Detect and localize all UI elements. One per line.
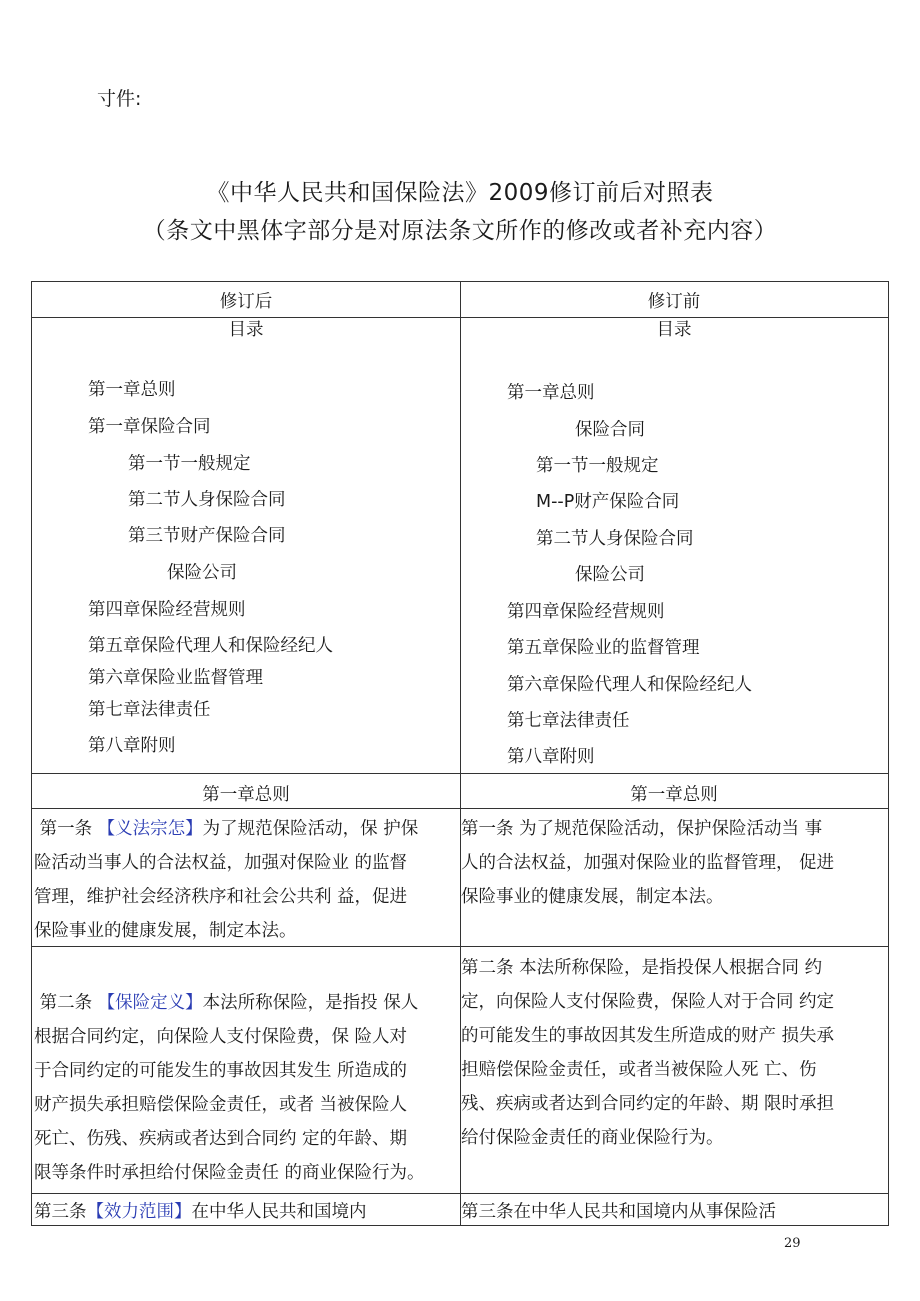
article-line: 保险事业的健康发展，制定本法。	[461, 887, 724, 907]
toc-item-after: 第一章保险合同	[88, 417, 211, 437]
article-tag: 【义法宗怎】	[97, 819, 203, 839]
article-line: 保险事业的健康发展，制定本法。	[34, 921, 297, 941]
article-line: 管理，维护社会经济秩序和社会公共利 益，促进	[34, 887, 408, 907]
toc-item-before: 保险合同	[575, 420, 645, 440]
article-text: 在中华人民共和国境内	[191, 1202, 367, 1222]
article-line: 死亡、伤残、疾病或者达到合同约 定的年龄、期	[34, 1129, 408, 1149]
toc-item-after: 第六章保险业监督管理	[88, 668, 263, 688]
article-line: 定，向保险人支付保险费，保险人对于合同 约定	[461, 992, 835, 1012]
row-divider	[32, 1193, 888, 1194]
row-divider	[32, 773, 888, 774]
article-label: 第三条	[34, 1202, 87, 1222]
article-line	[34, 1195, 464, 1229]
attachment-label: 寸件:	[97, 88, 142, 110]
article-line: 人的合法权益，加强对保险业的监督管理， 促进	[461, 853, 835, 873]
article-text: 本法所称保险，是指投 保人	[202, 993, 419, 1013]
article-line: 担赔偿保险金责任，或者当被保险人死 亡、伤	[461, 1060, 817, 1080]
page-number: 29	[784, 1236, 801, 1251]
toc-item-before: 第六章保险代理人和保险经纪人	[507, 675, 752, 695]
toc-item-before: 第四章保险经营规则	[507, 602, 665, 622]
article-line: 险活动当事人的合法权益，加强对保险业 的监督	[34, 853, 408, 873]
header-after: 修订后	[219, 292, 273, 312]
article-line: 财产损失承担赔偿保险金责任，或者 当被保险人	[34, 1095, 408, 1115]
toc-item-before: 第八章附则	[507, 747, 595, 767]
article-1-after	[34, 812, 464, 948]
article-line	[34, 812, 464, 846]
article-1-before	[461, 812, 889, 914]
article-3-after	[34, 1195, 464, 1229]
chapter-title-before: 第一章总则	[630, 785, 718, 805]
toc-item-after: 第三节财产保险合同	[128, 526, 286, 546]
toc-item-before: 第七章法律责任	[507, 711, 630, 731]
article-line: 限等条件时承担给付保险金责任 的商业保险行为。	[34, 1163, 425, 1183]
toc-item-before: 第一节一般规定	[536, 456, 659, 476]
toc-item-after: 第二节人身保险合同	[128, 490, 286, 510]
article-line: 残、疾病或者达到合同约定的年龄、期 限时承担	[461, 1094, 835, 1114]
article-2-before	[461, 951, 889, 1155]
toc-title-before: 目录	[656, 320, 692, 340]
article-line: 第二条 本法所称保险，是指投保人根据合同 约	[461, 958, 823, 978]
toc-item-before: 第一章总则	[507, 383, 595, 403]
document-subtitle: （条文中黑体字部分是对原法条文所作的修改或者补充内容）	[142, 218, 778, 244]
article-line: 根据合同约定，向保险人支付保险费，保 险人对	[34, 1027, 408, 1047]
toc-item-after: 保险公司	[167, 563, 237, 583]
article-label: 第二条	[39, 993, 93, 1013]
toc-item-after: 第一节一般规定	[128, 454, 251, 474]
toc-item-after: 第七章法律责任	[88, 700, 211, 720]
chapter-title-after: 第一章总则	[202, 785, 290, 805]
comparison-table	[31, 281, 889, 1226]
article-label: 第一条	[39, 819, 93, 839]
article-3-before	[461, 1195, 889, 1229]
article-line: 给付保险金责任的商业保险行为。	[461, 1128, 724, 1148]
article-line: 第三条在中华人民共和国境内从事保险活	[461, 1202, 776, 1222]
article-tag: 【保险定义】	[97, 993, 203, 1013]
article-line: 的可能发生的事故因其发生所造成的财产 损失承	[461, 1026, 835, 1046]
toc-item-before: 第五章保险业的监督管理	[507, 638, 700, 658]
toc-item-after: 第四章保险经营规则	[88, 600, 246, 620]
article-line: 于合同约定的可能发生的事故因其发生 所造成的	[34, 1061, 408, 1081]
article-2-after	[34, 986, 464, 1190]
toc-title-after: 目录	[228, 320, 264, 340]
article-line: 第一条 为了规范保险活动，保护保险活动当 事	[461, 819, 823, 839]
toc-item-before: 第二节人身保险合同	[536, 529, 694, 549]
document-title: 《中华人民共和国保险法》2009修订前后对照表	[206, 180, 714, 206]
toc-item-before: 保险公司	[575, 565, 645, 585]
article-line	[34, 986, 464, 1020]
toc-item-after: 第八章附则	[88, 736, 176, 756]
toc-item-before: M--P财产保险合同	[536, 492, 680, 512]
article-text: 为了规范保险活动，保 护保	[202, 819, 419, 839]
toc-item-after: 第五章保险代理人和保险经纪人	[88, 636, 333, 656]
toc-item-after: 第一章总则	[88, 380, 176, 400]
header-before: 修订前	[647, 292, 701, 312]
article-tag: 【效力范围】	[86, 1202, 192, 1222]
